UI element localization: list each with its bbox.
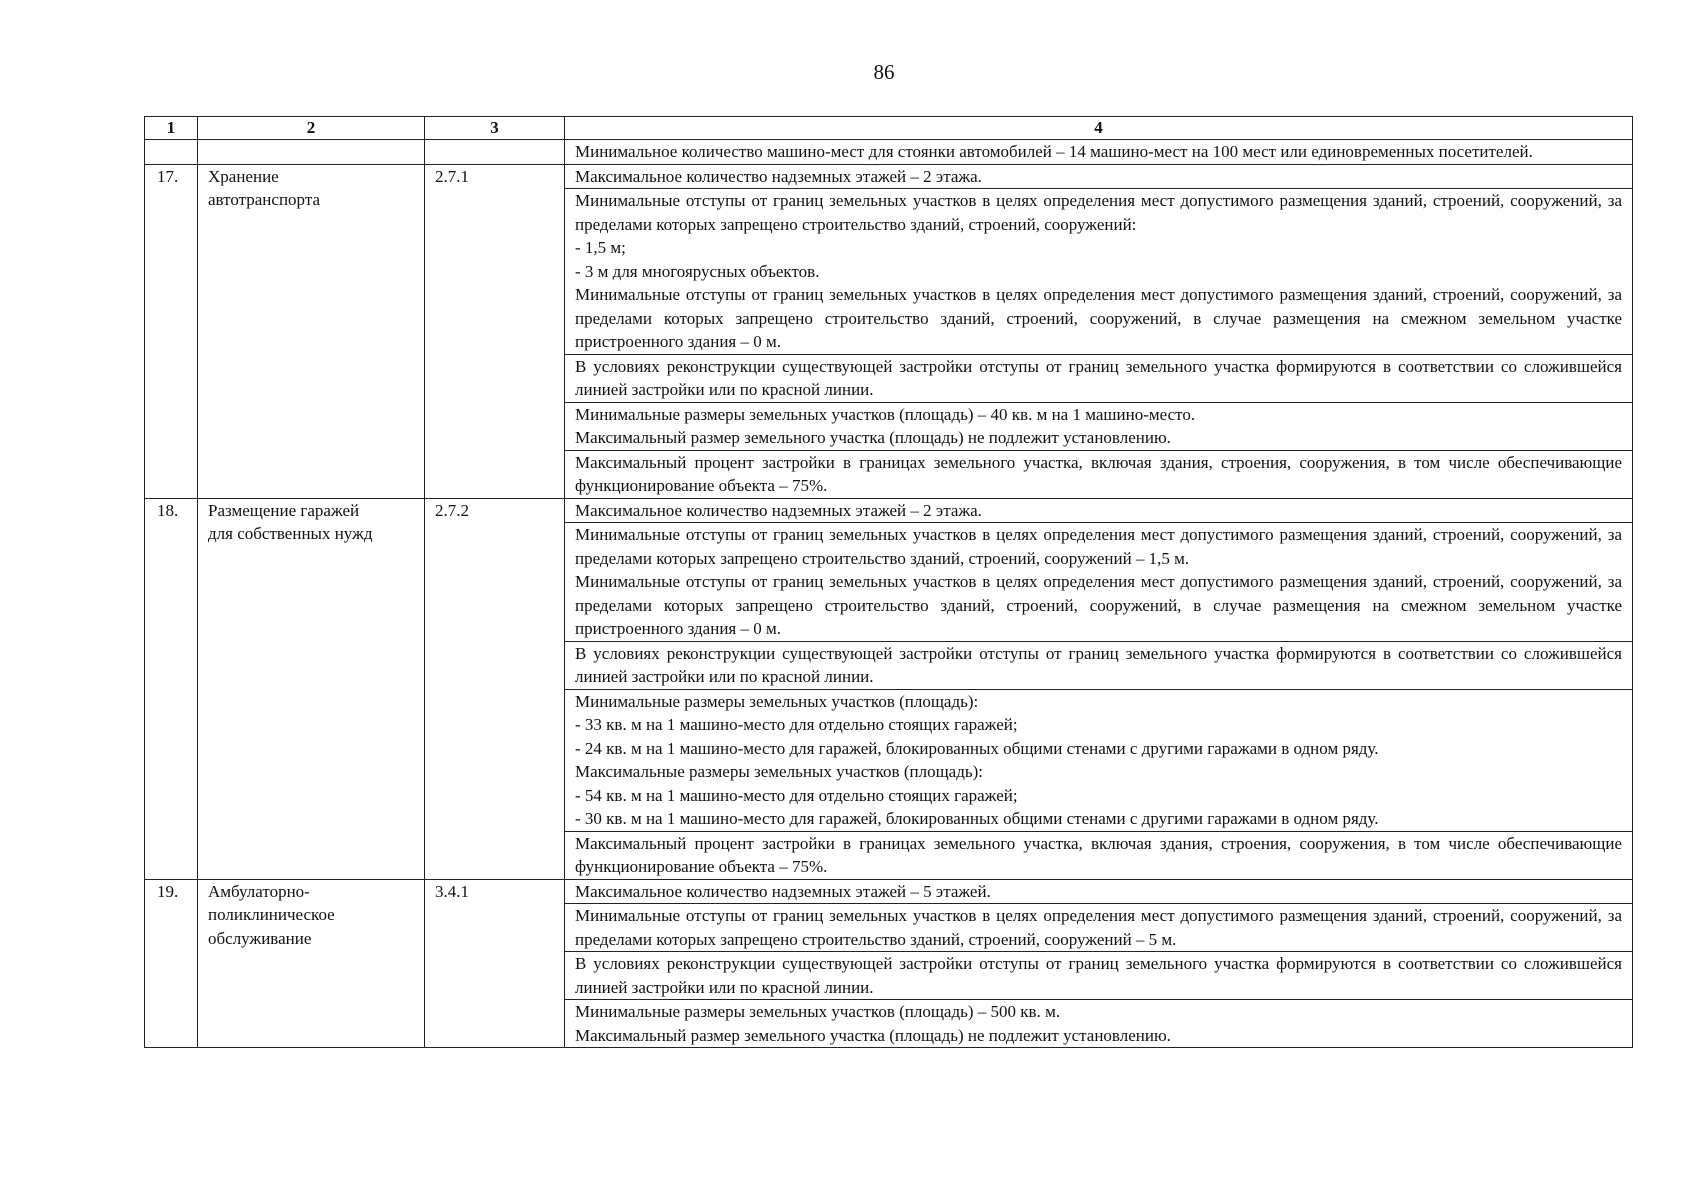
use-name-cell [198,140,425,165]
parameter-cell: Минимальное количество машино-мест для стоянки автомобилей – 14 машино-мест на 100 мест или единовременных посетителей. [565,140,1633,165]
row-number-cell [145,140,198,165]
use-name-line: обслуживание [208,928,312,948]
parameter-cell [565,689,1633,831]
use-name-line: Хранение [208,166,279,186]
zoning-rules-table [144,116,1633,1048]
header-row [145,117,1633,140]
parameter-text: - 24 кв. м на 1 машино-место для гаражей, блокированных общими стенами с другими гаражами в одном ряду. [575,738,1379,758]
use-name-line: Размещение гаражей [208,500,360,520]
parameter-text: Минимальные отступы от границ земельных участков в целях определения мест допустимого размещения зданий, строений, сооружений, за пределами которых запрещено строительство зданий, строений, сооружений, в случае размещения на смежном земельном участке пристроенного здания – 0 м. [575,572,1622,638]
parameter-cell [565,879,1633,904]
parameter-text: Максимальный процент застройки в границах земельного участка, включая здания, строения, сооружения, в том числе обеспечивающие функционирование объекта – 75%. [575,833,1622,876]
parameter-text: Максимальный размер земельного участка (площадь) не подлежит установлению. [575,428,1171,447]
parameter-cell [565,498,1633,523]
parameter-cell [565,1000,1633,1048]
parameter-text: В условиях реконструкции существующей застройки отступы от границ земельного участка формируются в соответствии со сложившейся линией застройки или по красной линии. [575,643,1622,686]
parameter-text: Максимальное количество надземных этажей – 2 этажа. [575,166,982,186]
column-header-2: 2 [198,117,425,140]
use-code: 2.7.2 [425,498,565,879]
use-name-line: Амбулаторно- [208,881,310,901]
use-name [198,498,425,879]
table-row-19 [145,879,1633,904]
parameter-text: Минимальные отступы от границ земельных участков в целях определения мест допустимого размещения зданий, строений, сооружений, за пределами которых запрещено строительство зданий, строений, сооружений: [575,191,1622,234]
use-code-cell [425,140,565,165]
use-name [198,879,425,1048]
parameter-cell [565,402,1633,450]
parameter-cell [565,952,1633,1000]
continuation-row [145,140,1633,165]
table-row-17 [145,164,1633,189]
parameter-cell [565,450,1633,498]
parameter-text: Максимальные размеры земельных участков (площадь): [575,762,983,781]
parameter-text: Максимальное количество надземных этажей – 2 этажа. [575,500,982,520]
parameter-cell [565,189,1633,355]
column-header-3: 3 [425,117,565,140]
parameter-text: Минимальные отступы от границ земельных участков в целях определения мест допустимого размещения зданий, строений, сооружений, за пределами которых запрещено строительство зданий, строений, сооружений, в случае размещения на смежном земельном участке пристроенного здания – 0 м. [575,285,1622,351]
parameter-cell [565,831,1633,879]
row-number: 19. [145,879,198,1048]
use-name-line: поликлиническое [208,905,335,924]
parameter-text: Максимальное количество надземных этажей – 5 этажей. [575,881,991,901]
parameter-text: В условиях реконструкции существующей застройки отступы от границ земельного участка формируются в соответствии со сложившейся линией застройки или по красной линии. [575,954,1622,997]
parameter-text: Минимальные размеры земельных участков (площадь) – 40 кв. м на 1 машино-место. [575,404,1196,424]
row-number: 18. [145,498,198,879]
use-name-line: для собственных нужд [208,524,373,543]
parameter-text: В условиях реконструкции существующей застройки отступы от границ земельного участка формируются в соответствии со сложившейся линией застройки или по красной линии. [575,356,1622,399]
parameter-text: Минимальные размеры земельных участков (площадь) – 500 кв. м. [575,1002,1061,1021]
page-number: 86 [873,60,895,84]
parameter-cell [565,523,1633,642]
parameter-text: Минимальные размеры земельных участков (площадь): [575,691,979,711]
use-name [198,164,425,498]
use-code: 3.4.1 [425,879,565,1048]
use-name-line: автотранспорта [208,190,321,209]
parameter-text: - 54 кв. м на 1 машино-место для отдельно стоящих гаражей; [575,785,1018,805]
parameter-text: - 3 м для многоярусных объектов. [575,261,820,281]
parameter-text: - 33 кв. м на 1 машино-место для отдельно стоящих гаражей; [575,715,1018,734]
row-number: 17. [145,164,198,498]
parameter-text: Минимальные отступы от границ земельных участков в целях определения мест допустимого размещения зданий, строений, сооружений, за пределами которых запрещено строительство зданий, строений, сооружений – 1,5 м. [575,525,1622,568]
column-header-4: 4 [565,117,1633,140]
parameter-text: Минимальные отступы от границ земельных участков в целях определения мест допустимого размещения зданий, строений, сооружений, за пределами которых запрещено строительство зданий, строений, сооружений – 5 м. [575,906,1622,949]
parameter-text: Максимальный процент застройки в границах земельного участка, включая здания, строения, сооружения, в том числе обеспечивающие функционирование объекта – 75%. [575,452,1622,495]
parameter-cell [565,354,1633,402]
column-header-1: 1 [145,117,198,140]
parameter-text: - 1,5 м; [575,238,626,257]
parameter-text: Максимальный размер земельного участка (площадь) не подлежит установлению. [575,1025,1171,1045]
parameter-text: - 30 кв. м на 1 машино-место для гаражей, блокированных общими стенами с другими гаражами в одном ряду. [575,809,1379,828]
table-row-18 [145,498,1633,523]
parameter-cell [565,904,1633,952]
parameter-cell [565,164,1633,189]
parameter-cell [565,641,1633,689]
use-code: 2.7.1 [425,164,565,498]
